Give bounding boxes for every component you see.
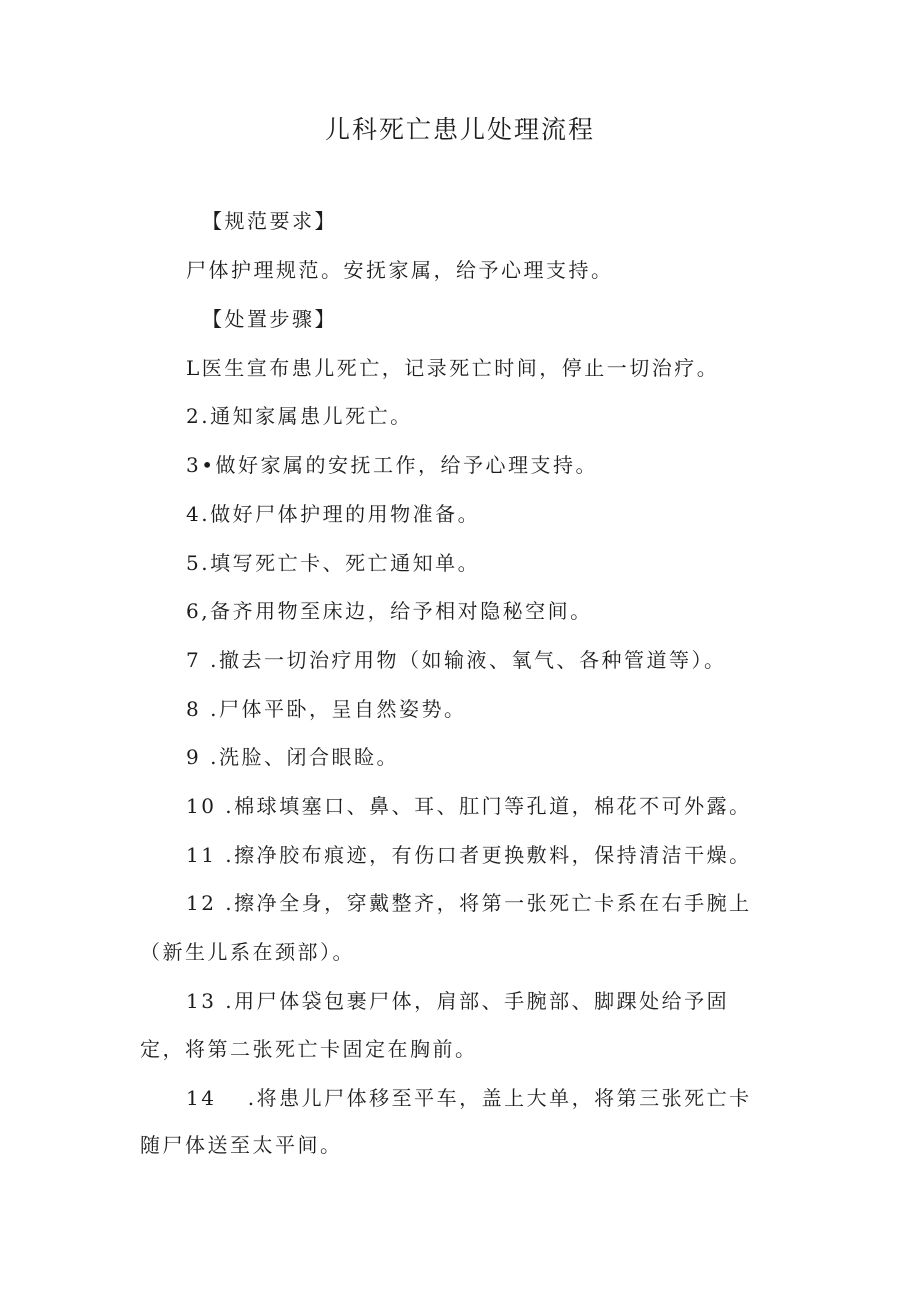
step-9: 9 .洗脸、闭合眼睑。 [186,745,399,769]
step-13-continued: 定，将第二张死亡卡固定在胸前。 [140,1037,478,1061]
step-12-continued: （新生儿系在颈部）。 [140,940,355,964]
step-12: 12 .擦净全身，穿戴整齐，将第一张死亡卡系在右手腕上 [186,891,752,915]
step-6: 6,备齐用物至床边，给予相对隐秘空间。 [186,599,593,623]
step-8: 8 .尸体平卧，呈自然姿势。 [186,697,467,721]
step-14: 14 .将患儿尸体移至平车，盖上大单，将第三张死亡卡 [186,1086,752,1110]
requirements-text: 尸体护理规范。安抚家属，给予心理支持。 [186,258,614,282]
requirements-heading: 【规范要求】 [202,209,337,233]
step-1: L医生宣布患儿死亡，记录死亡时间，停止一切治疗。 [186,356,720,380]
step-5: 5.填写死亡卡、死亡通知单。 [186,551,481,575]
page-title: 儿科死亡患儿处理流程 [324,115,595,144]
step-2: 2.通知家属患儿死亡。 [186,404,413,428]
step-14-continued: 随尸体送至太平间。 [140,1133,343,1157]
step-13: 13 .用尸体袋包裹尸体，肩部、手腕部、脚踝处给予固 [186,989,730,1013]
step-10: 10 .棉球填塞口、鼻、耳、肛门等孔道，棉花不可外露。 [186,794,752,818]
steps-heading: 【处置步骤】 [202,307,337,331]
step-11: 11 .擦净胶布痕迹，有伤口者更换敷料，保持清洁干燥。 [186,843,752,867]
step-3: 3•做好家属的安抚工作，给予心理支持。 [186,453,599,477]
step-7: 7 .撤去一切治疗用物（如输液、氧气、各种管道等）。 [186,648,727,672]
step-4: 4.做好尸体护理的用物准备。 [186,502,481,526]
